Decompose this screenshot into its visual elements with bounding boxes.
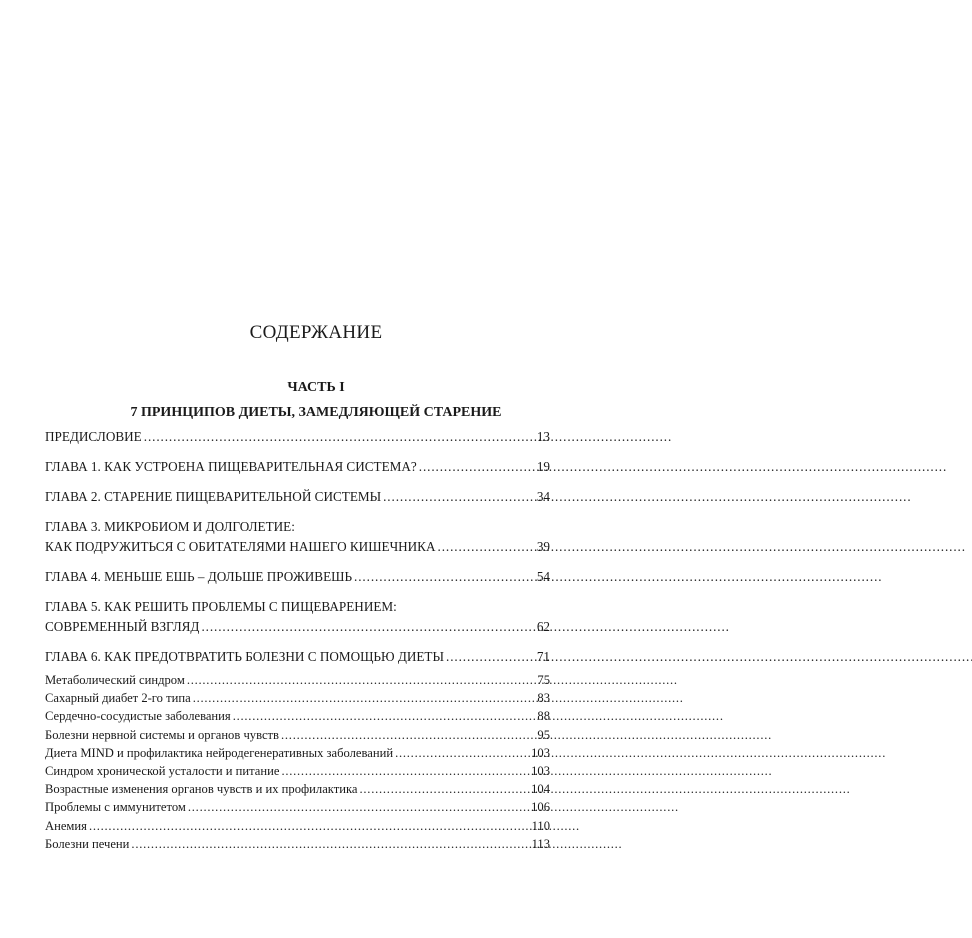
toc-entry-preface xyxy=(45,427,550,447)
toc-section xyxy=(45,817,550,835)
part-title: 7 ПРИНЦИПОВ ДИЕТЫ, ЗАМЕДЛЯЮЩЕЙ СТАРЕНИЕ xyxy=(130,405,502,420)
section-text: Болезни нервной системы и органов чувств xyxy=(45,727,279,742)
entry-page: 34 xyxy=(536,489,550,504)
toc-section xyxy=(45,707,550,725)
entry-page: 71 xyxy=(536,649,550,664)
toc-section xyxy=(45,671,550,689)
toc-entry-chapter-6 xyxy=(45,647,550,667)
chapter-6-sections xyxy=(45,671,550,853)
section-page: 83 xyxy=(537,691,550,706)
dot-leader xyxy=(360,780,530,798)
dot-leader xyxy=(188,798,529,816)
toc-entry-chapter-4 xyxy=(45,567,550,587)
entry-text: ГЛАВА 1. КАК УСТРОЕНА ПИЩЕВАРИТЕЛЬНАЯ СИСТЕМА? xyxy=(45,459,417,474)
section-text: Возрастные изменения органов чувств и их профилактика xyxy=(45,782,358,797)
section-page: 75 xyxy=(537,673,550,687)
dot-leader xyxy=(281,762,529,780)
dot-leader xyxy=(233,707,536,725)
entry-text: ГЛАВА 6. КАК ПРЕДОТВРАТИТЬ БОЛЕЗНИ С ПОМОЩЬЮ ДИЕТЫ xyxy=(45,649,444,664)
dot-leader xyxy=(383,487,535,507)
entry-text: КАК ПОДРУЖИТЬСЯ С ОБИТАТЕЛЯМИ НАШЕГО КИШЕЧНИКА xyxy=(45,539,436,554)
section-text: Диета MIND и профилактика нейродегенеративных заболеваний xyxy=(45,745,394,760)
dot-leader xyxy=(144,427,535,447)
dot-leader xyxy=(395,744,529,762)
part-label: ЧАСТЬ I xyxy=(287,380,345,395)
dot-leader xyxy=(201,617,534,637)
toc-section xyxy=(45,835,550,853)
dot-leader xyxy=(131,835,529,853)
entry-text-line1: ГЛАВА 5. КАК РЕШИТЬ ПРОБЛЕМЫ С ПИЩЕВАРЕНИЕМ: xyxy=(45,599,397,614)
entry-text: ГЛАВА 2. СТАРЕНИЕ ПИЩЕВАРИТЕЛЬНОЙ СИСТЕМЫ xyxy=(45,489,382,504)
section-page: 106 xyxy=(531,800,550,815)
dot-leader xyxy=(89,817,530,835)
toc-section xyxy=(45,798,550,816)
section-text: Болезни печени xyxy=(45,836,130,851)
toc-entry-chapter-5 xyxy=(45,597,550,637)
toc-section xyxy=(45,780,550,798)
section-page: 110 xyxy=(531,818,550,833)
section-text: Проблемы с иммунитетом xyxy=(45,800,186,815)
dot-leader xyxy=(446,647,535,667)
dot-leader xyxy=(419,457,535,477)
toc-section xyxy=(45,689,550,707)
section-page: 104 xyxy=(531,782,550,797)
entry-text: СОВРЕМЕННЫЙ ВЗГЛЯД xyxy=(45,619,200,634)
toc-entry-chapter-2 xyxy=(45,487,550,507)
entry-text: ГЛАВА 4. МЕНЬШЕ ЕШЬ – ДОЛЬШЕ ПРОЖИВЕШЬ xyxy=(45,569,353,584)
toc-entry-chapter-1 xyxy=(45,457,550,477)
section-page: 88 xyxy=(537,709,550,724)
section-page: 103 xyxy=(531,764,550,779)
section-text: Метаболический синдром xyxy=(45,673,185,687)
section-text: Анемия xyxy=(45,818,87,833)
dot-leader xyxy=(187,671,536,689)
entry-text: ПРЕДИСЛОВИЕ xyxy=(45,429,142,444)
toc-entry-chapter-3 xyxy=(45,517,550,557)
entry-text-line1: ГЛАВА 3. МИКРОБИОМ И ДОЛГОЛЕТИЕ: xyxy=(45,519,295,534)
entry-page: 62 xyxy=(536,619,550,634)
section-page: 113 xyxy=(531,836,550,851)
dot-leader xyxy=(438,537,535,557)
toc-title: СОДЕРЖАНИЕ xyxy=(249,322,383,343)
section-page: 95 xyxy=(537,727,550,742)
dot-leader xyxy=(354,567,535,587)
toc-section xyxy=(45,762,550,780)
section-text: Сахарный диабет 2-го типа xyxy=(45,691,191,706)
section-text: Синдром хронической усталости и питание xyxy=(45,764,280,779)
dot-leader xyxy=(281,726,535,744)
toc-section xyxy=(45,744,550,762)
entry-page: 54 xyxy=(536,569,550,584)
section-page: 103 xyxy=(531,745,550,760)
entry-page: 13 xyxy=(536,429,550,444)
part-heading xyxy=(0,375,632,425)
entry-page: 39 xyxy=(536,539,550,554)
entry-page: 19 xyxy=(536,459,550,474)
dot-leader xyxy=(193,689,536,707)
toc-entries xyxy=(45,427,550,853)
section-text: Сердечно-сосудистые заболевания xyxy=(45,709,231,724)
toc-section xyxy=(45,726,550,744)
